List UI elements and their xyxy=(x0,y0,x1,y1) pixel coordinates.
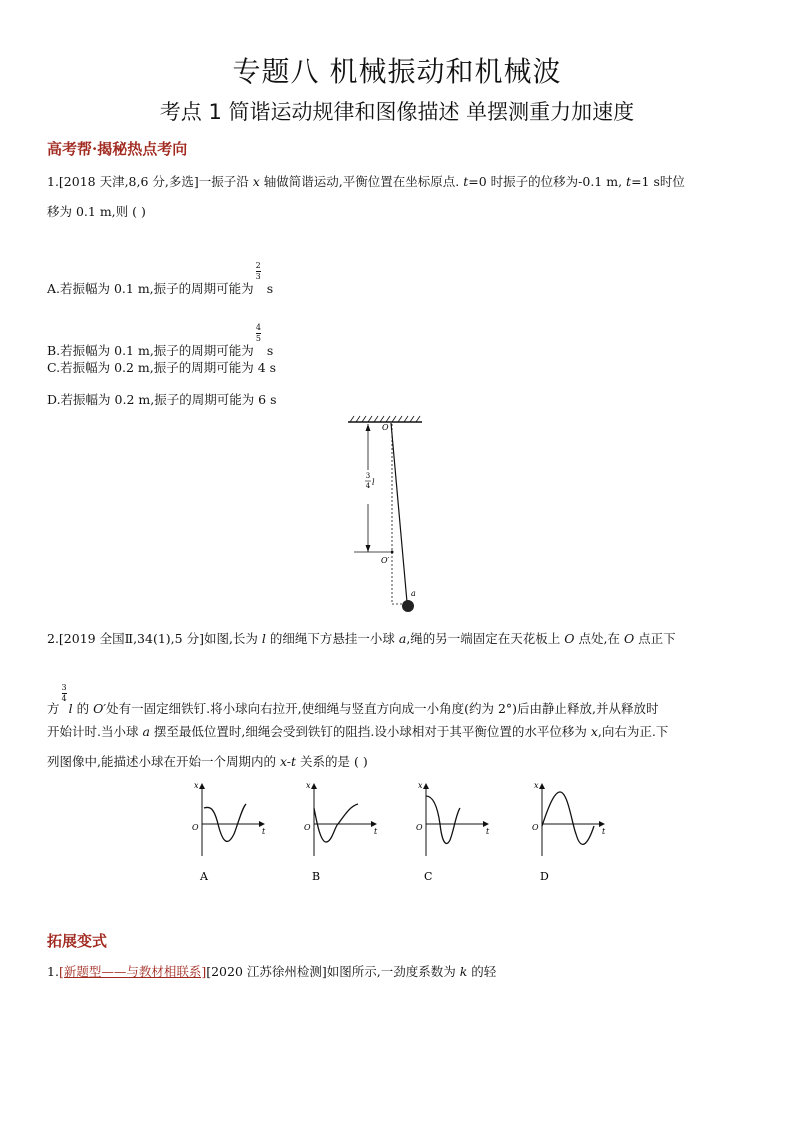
graph-b xyxy=(304,781,378,883)
pendulum-string xyxy=(391,423,407,602)
option-letter: C xyxy=(424,870,433,883)
axis-label-x: x xyxy=(534,781,539,790)
axis-label-t: t xyxy=(262,827,266,836)
xt-curve xyxy=(314,804,358,842)
graph-c xyxy=(416,781,490,883)
q1-stem-line2: 移为 0.1 m,则 ( ) xyxy=(47,204,146,219)
q2-line1: 2.[2019 全国Ⅱ,34(1),5 分]如图,长为 l 的细绳下方悬挂一小球 a,绳的另一端固定在天花板上 O 点处,在 O 点正下 xyxy=(47,631,676,646)
graph-a xyxy=(192,781,266,883)
q3-line1: 1.[新题型——与教材相联系][2020 江苏徐州检测]如图所示,一劲度系数为 k 的轻 xyxy=(47,964,497,979)
ball-a xyxy=(402,600,414,612)
q1-option-b: B.若振幅为 0.1 m,振子的周期可能为 $\frac{4}{5}$ s xyxy=(47,323,274,358)
q1-stem-line1: 1.[2018 天津,8,6 分,多选]一振子沿 x 轴做简谐运动,平衡位置在坐标原点. t=0 时振子的位移为-0.1 m, t=1 s时位 xyxy=(47,174,685,189)
nail-point xyxy=(391,551,394,554)
origin-label: O xyxy=(304,823,311,832)
q3-tag: [新题型——与教材相联系] xyxy=(58,964,207,979)
option-letter: B xyxy=(312,870,321,883)
graph-d xyxy=(532,781,606,883)
q1-option-a: A.若振幅为 0.1 m,振子的周期可能为 $\frac{2}{3}$ s xyxy=(47,261,274,296)
dim-frac-num: 3 xyxy=(365,472,371,480)
dim-var: l xyxy=(372,478,375,487)
q2-line2: 方 $\frac{3}{4}$ l 的 O′处有一固定细铁钉.将小球向右拉开,使细绳与竖直方向成一小角度(约为 2°)后由静止释放,并从释放时 xyxy=(47,683,659,716)
xt-curve xyxy=(204,804,246,841)
axis-label-x: x xyxy=(194,781,199,790)
label-O-prime: O′ xyxy=(381,556,390,565)
q1-option-d: D.若振幅为 0.2 m,振子的周期可能为 6 s xyxy=(47,392,277,407)
xt-graph-options xyxy=(180,778,620,888)
section-heading-gaokao: 高考帮·揭秘热点考向 xyxy=(47,140,188,158)
q1-option-c: C.若振幅为 0.2 m,振子的周期可能为 4 s xyxy=(47,360,277,375)
option-letter: D xyxy=(540,870,549,883)
label-a: a xyxy=(411,589,416,598)
axis-label-t: t xyxy=(486,827,490,836)
axis-label-t: t xyxy=(374,827,378,836)
axis-label-x: x xyxy=(418,781,423,790)
q2-line4: 列图像中,能描述小球在开始一个周期内的 x-t 关系的是 ( ) xyxy=(47,754,368,769)
axis-label-x: x xyxy=(306,781,311,790)
section-heading-extension: 拓展变式 xyxy=(47,932,108,950)
page-subtitle: 考点 1 简谐运动规律和图像描述 单摆测重力加速度 xyxy=(159,100,635,124)
page-title: 专题八 机械振动和机械波 xyxy=(232,55,562,88)
label-O: O xyxy=(382,423,389,432)
xt-curve xyxy=(542,792,594,844)
axis-label-t: t xyxy=(602,827,606,836)
origin-label: O xyxy=(532,823,539,832)
ceiling-hatch xyxy=(350,416,420,422)
origin-label: O xyxy=(416,823,423,832)
pendulum-figure xyxy=(340,412,440,618)
dim-frac-den: 4 xyxy=(365,482,371,490)
origin-label: O xyxy=(192,823,199,832)
q2-line3: 开始计时.当小球 a 摆至最低位置时,细绳会受到铁钉的阻挡.设小球相对于其平衡位置的水平位移为 x,向右为正.下 xyxy=(47,724,669,739)
option-letter: A xyxy=(200,870,208,883)
xt-curve xyxy=(426,796,460,843)
